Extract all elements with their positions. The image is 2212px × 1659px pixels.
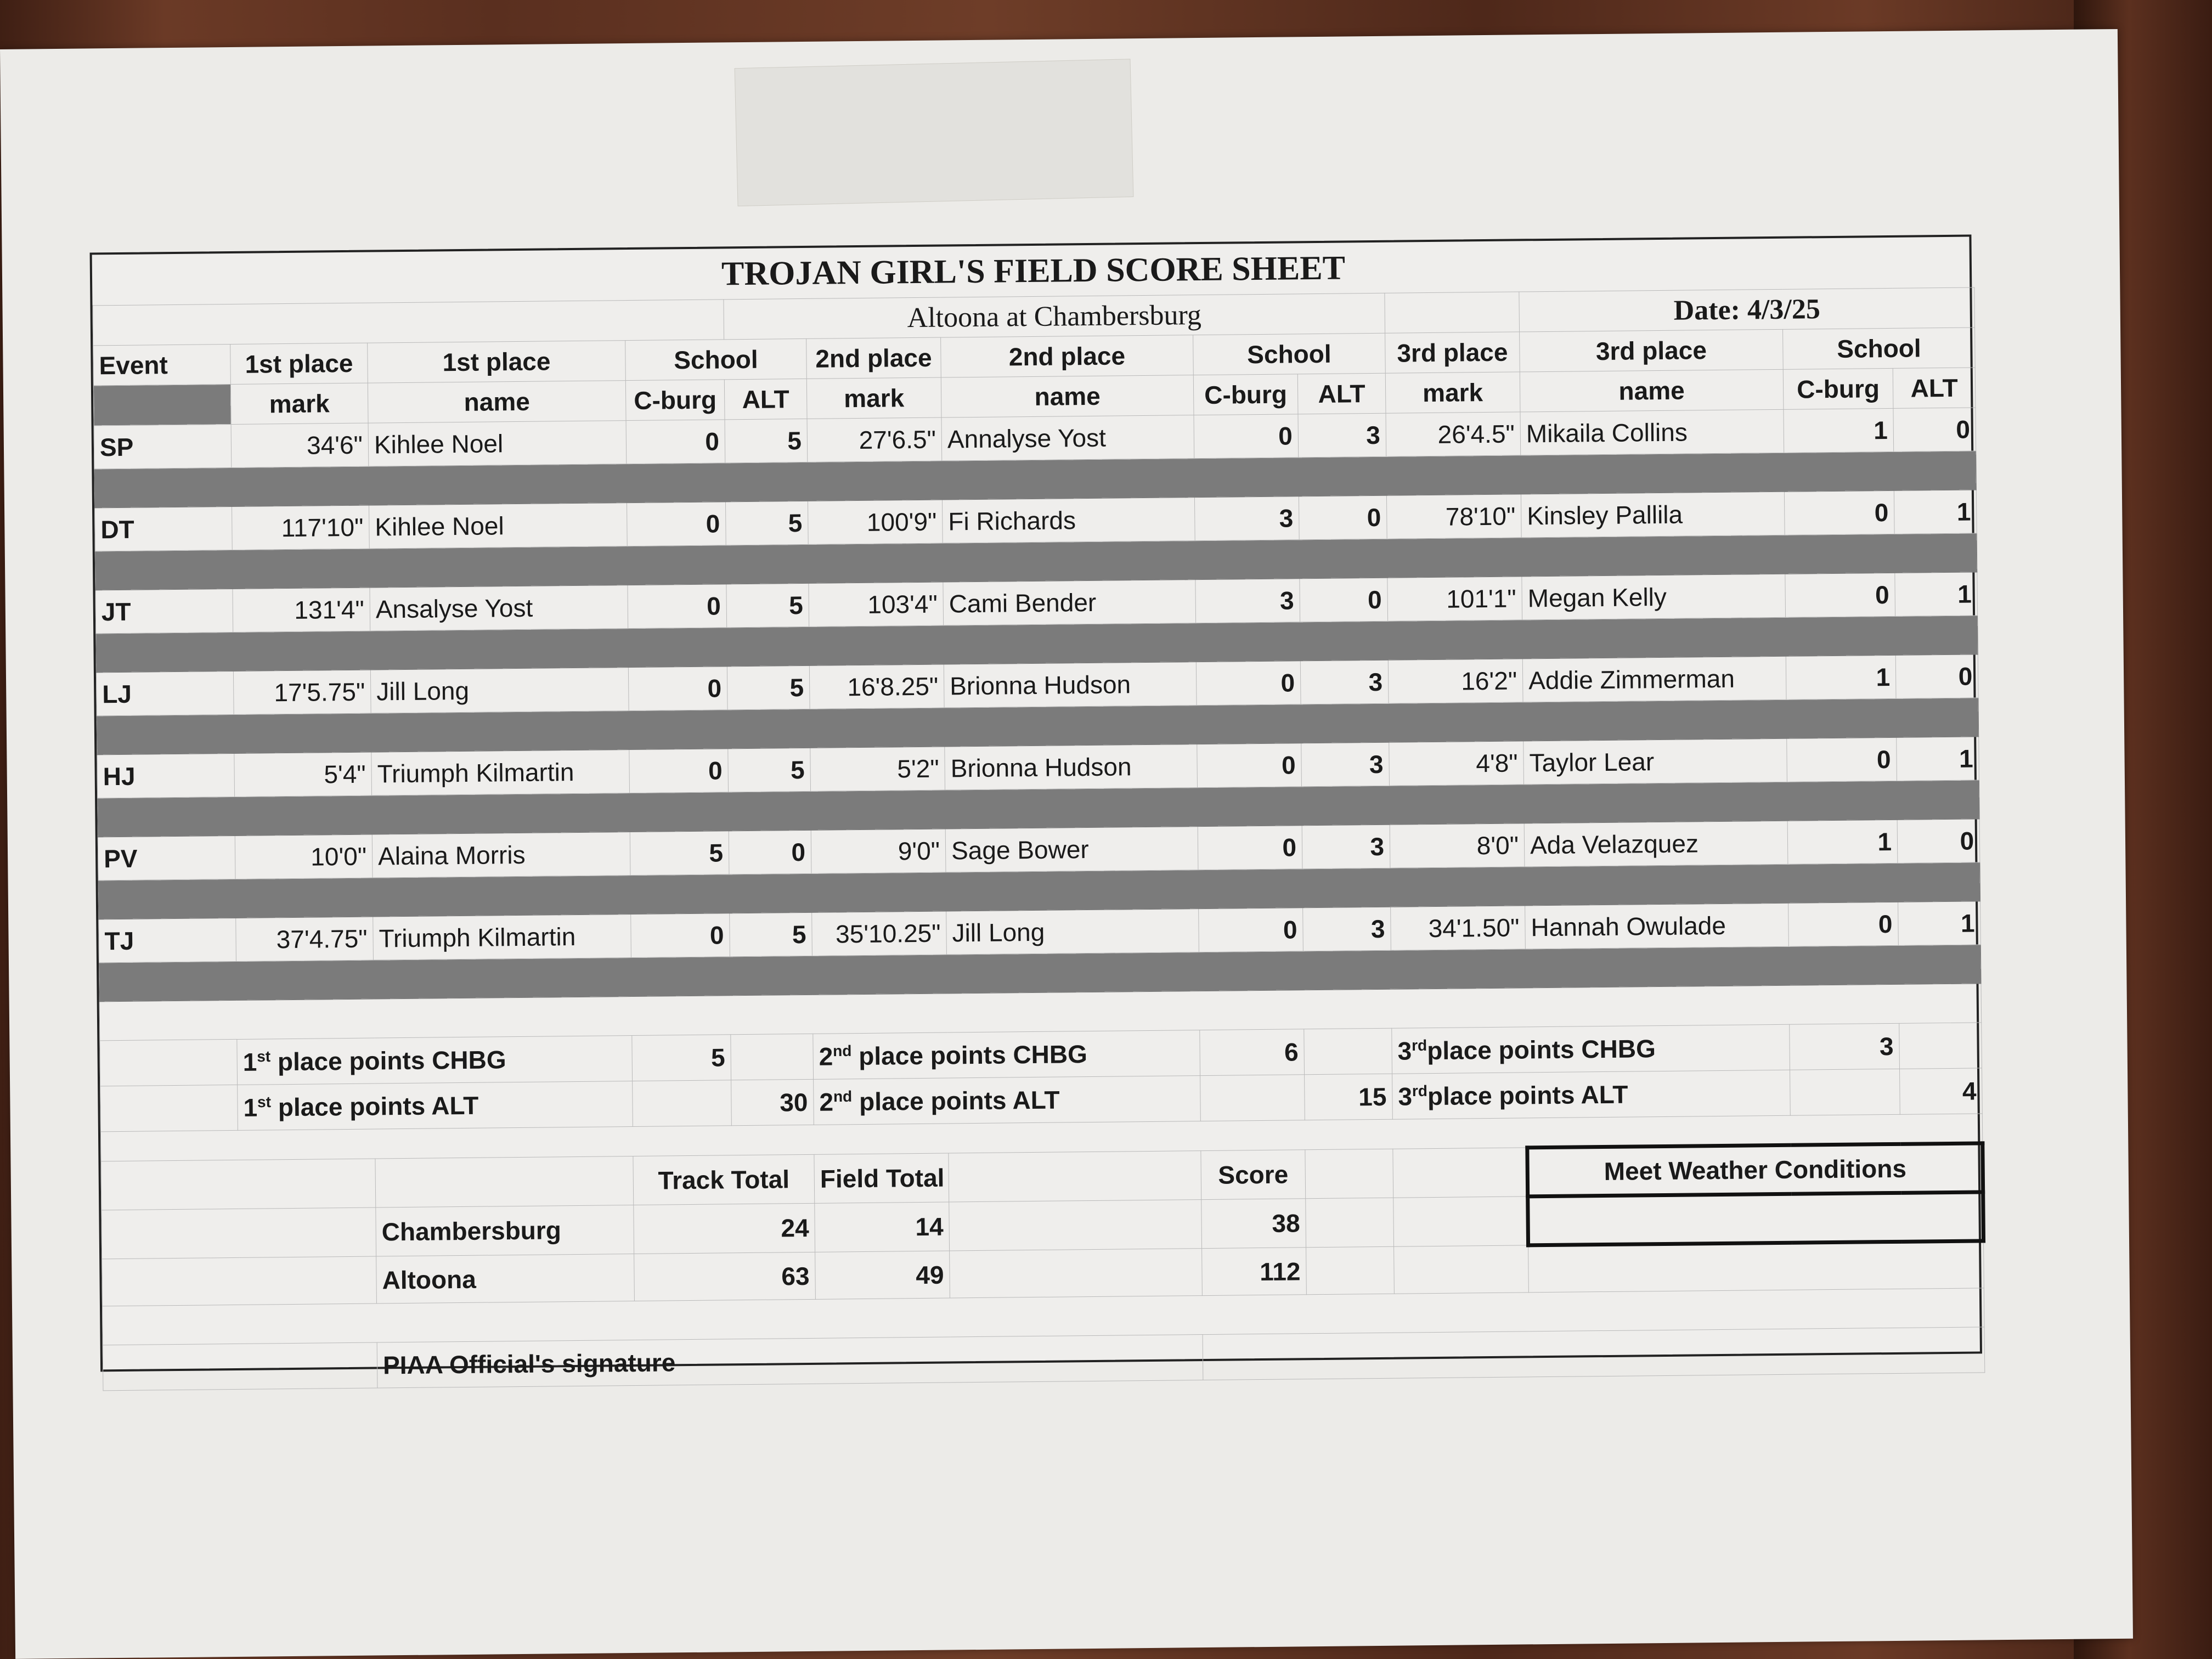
score-header: Score [1201,1150,1306,1200]
second-name: Cami Bender [943,580,1196,625]
third-cburg-points: 1 [1787,820,1898,864]
event-code: HJ [97,753,235,798]
event-code: SP [94,424,232,469]
first-place-points-chbg-value: 5 [632,1035,731,1081]
first-name: Triumph Kilmartin [373,915,631,961]
first-cburg-points: 0 [628,667,727,711]
header-2nd-name: name [941,375,1194,417]
second-cburg-points: 0 [1194,414,1299,459]
third-place-points-chbg-value: 3 [1790,1023,1900,1070]
third-mark: 78'10" [1386,494,1521,539]
altoona-score: 112 [1202,1248,1307,1296]
third-name: Mikaila Collins [1520,409,1784,455]
header-cburg-1: C-burg [625,380,725,421]
second-alt-points: 3 [1300,660,1389,704]
header-1st-mark-top: 1st place [230,343,368,384]
third-alt-points: 1 [1895,572,1978,616]
third-alt-points: 1 [1897,737,1979,781]
header-school-3: School [1783,328,1976,369]
second-mark: 103'4" [809,582,944,627]
first-cburg-points: 0 [631,913,730,958]
second-alt-points: 3 [1301,742,1390,787]
third-alt-points: 1 [1898,901,1981,945]
third-cburg-points: 0 [1784,490,1894,535]
first-name: Jill Long [370,668,629,714]
header-alt-3: ALT [1893,368,1976,408]
first-cburg-points: 5 [630,831,729,876]
track-total-header: Track Total [633,1154,815,1205]
meet-weather-conditions-label: Meet Weather Conditions [1527,1143,1983,1197]
second-place-points-chbg-label: 2nd place points CHBG [813,1030,1200,1080]
second-alt-points: 3 [1298,413,1386,458]
second-place-points-alt-label: 2nd place points ALT [814,1076,1201,1125]
second-cburg-points: 3 [1194,496,1299,541]
header-3rd-name: name [1520,369,1784,412]
paper-sheet [0,29,2133,1659]
meet-subtitle: Altoona at Chambersburg [724,293,1385,340]
first-alt-points: 5 [727,665,810,709]
header-cburg-2: C-burg [1193,374,1298,415]
first-name: Kihlee Noel [368,421,627,467]
second-name: Jill Long [946,909,1199,955]
first-place-points-chbg-label: 1st place points CHBG [237,1036,633,1085]
event-code: PV [98,836,235,880]
second-mark: 27'6.5" [807,417,942,462]
third-mark: 16'2" [1388,659,1523,703]
third-alt-points: 0 [1893,408,1976,452]
meet-weather-conditions-field[interactable] [1528,1192,1984,1245]
second-name: Annalyse Yost [941,415,1194,461]
second-name: Sage Bower [945,827,1198,872]
third-cburg-points: 0 [1788,902,1899,946]
third-place-points-chbg-label: 3rdplace points CHBG [1392,1024,1790,1074]
chambersburg-track-total: 24 [634,1203,815,1254]
third-name: Taylor Lear [1523,738,1787,785]
first-alt-points: 0 [729,830,811,874]
first-alt-points: 5 [725,419,808,462]
second-place-points-chbg-value: 6 [1200,1029,1305,1076]
second-mark: 35'10.25" [812,911,947,956]
header-2nd-mark: mark [806,377,941,419]
first-name: Alaina Morris [372,832,630,878]
header-event: Event [93,344,231,385]
tape-strip [735,59,1134,206]
second-mark: 9'0" [811,829,946,873]
team-name-chambersburg: Chambersburg [376,1205,634,1257]
third-mark: 34'1.50" [1391,906,1526,950]
header-1st-name: name [368,381,626,424]
third-mark: 4'8" [1389,741,1524,786]
header-event-blank [93,384,231,425]
second-cburg-points: 0 [1198,826,1302,870]
first-alt-points: 5 [730,912,812,956]
first-name: Ansalyse Yost [370,585,628,631]
first-alt-points: 5 [726,583,809,627]
third-mark: 26'4.5" [1386,412,1521,456]
header-3rd-mark: mark [1385,372,1520,413]
third-name: Addie Zimmerman [1522,656,1786,702]
event-code: DT [95,506,233,551]
second-name: Brionna Hudson [945,744,1198,790]
event-code: LJ [96,671,234,715]
third-cburg-points: 0 [1787,737,1897,782]
first-cburg-points: 0 [627,502,726,546]
header-alt-1: ALT [724,379,807,419]
chambersburg-score: 38 [1201,1199,1306,1249]
event-code: TJ [99,918,236,962]
first-mark: 34'6" [231,423,369,467]
first-alt-points: 5 [728,748,811,792]
header-school-2: School [1193,333,1386,375]
second-place-points-alt-value: 15 [1305,1074,1393,1120]
header-3rd-name-top: 3rd place [1520,329,1784,372]
header-alt-2: ALT [1297,373,1386,414]
first-mark: 17'5.75" [233,670,371,714]
third-name: Kinsley Pallila [1521,492,1785,538]
first-mark: 37'4.75" [236,917,374,961]
header-2nd-name-top: 2nd place [941,335,1194,377]
chambersburg-field-total: 14 [815,1202,950,1252]
first-mark: 10'0" [235,834,373,879]
second-alt-points: 3 [1303,907,1391,951]
first-cburg-points: 0 [626,420,725,464]
second-alt-points: 0 [1300,578,1388,622]
header-1st-mark: mark [230,383,368,424]
first-alt-points: 5 [725,501,808,545]
header-cburg-3: C-burg [1783,368,1893,409]
third-mark: 8'0" [1390,823,1525,868]
third-alt-points: 0 [1897,819,1980,863]
second-cburg-points: 0 [1199,908,1304,952]
header-1st-name-top: 1st place [368,341,626,383]
second-alt-points: 0 [1299,495,1387,540]
first-place-points-alt-value: 30 [731,1079,814,1125]
third-place-points-alt-label: 3rdplace points ALT [1392,1070,1791,1119]
second-mark: 16'8.25" [809,664,944,709]
event-code: JT [95,589,233,633]
second-mark: 5'2" [810,747,945,791]
first-mark: 117'10" [232,505,370,550]
third-name: Hannah Owulade [1525,903,1789,949]
first-place-points-alt-label: 1st place points ALT [238,1081,633,1131]
second-name: Fi Richards [942,498,1195,543]
first-name: Kihlee Noel [369,503,628,549]
header-3rd-mark-top: 3rd place [1385,332,1520,373]
sheet-title: TROJAN GIRL'S FIELD SCORE SHEET [721,249,1346,292]
official-signature-label: PIAA Official's signature [377,1335,1203,1388]
third-place-points-alt-value: 4 [1899,1068,1982,1114]
team-name-altoona: Altoona [376,1254,635,1304]
altoona-field-total: 49 [815,1251,950,1299]
altoona-track-total: 63 [634,1252,816,1301]
second-cburg-points: 0 [1197,743,1302,788]
third-cburg-points: 1 [1786,655,1896,699]
second-mark: 100'9" [808,500,943,544]
third-alt-points: 0 [1895,654,1978,698]
third-name: Ada Velazquez [1524,821,1788,867]
score-sheet-table [90,235,1982,1380]
second-name: Brionna Hudson [944,662,1197,708]
meet-date: Date: 4/3/25 [1519,287,1975,332]
header-2nd-mark-top: 2nd place [806,337,941,379]
first-mark: 131'4" [233,588,370,632]
first-cburg-points: 0 [629,749,729,793]
third-mark: 101'1" [1387,577,1522,621]
first-name: Triumph Kilmartin [371,750,630,796]
third-cburg-points: 0 [1785,573,1895,617]
field-total-header: Field Total [814,1153,949,1203]
second-cburg-points: 3 [1195,579,1300,623]
third-cburg-points: 1 [1784,408,1894,453]
second-alt-points: 3 [1302,825,1390,869]
second-cburg-points: 0 [1196,661,1301,706]
third-name: Megan Kelly [1522,574,1786,620]
third-alt-points: 1 [1894,490,1977,534]
first-mark: 5'4" [234,752,372,797]
header-school-1: School [625,338,807,380]
first-cburg-points: 0 [628,584,727,629]
